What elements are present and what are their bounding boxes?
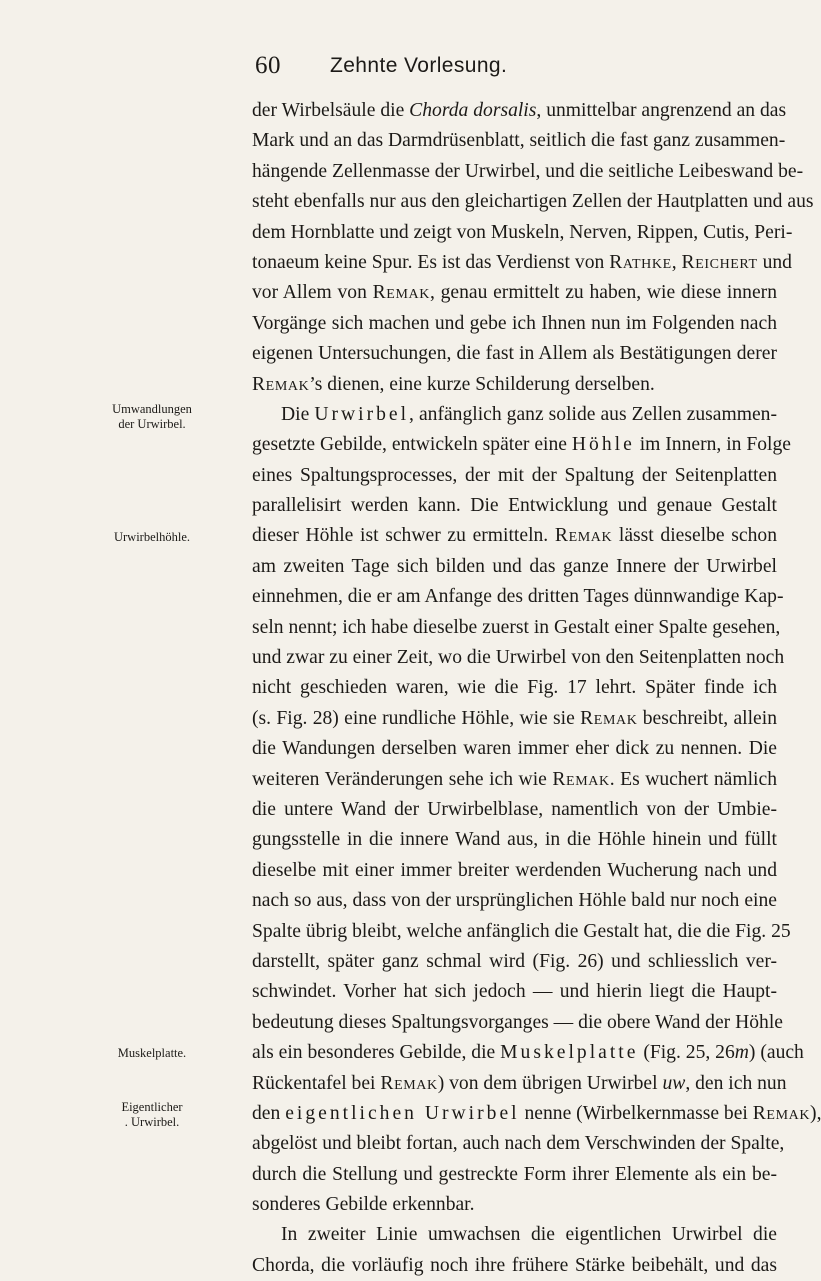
running-title: Zehnte Vorlesung. xyxy=(330,54,508,77)
text-line: dieselbe mit einer immer breiter werdenden Wucherung nach und xyxy=(252,859,777,881)
page-number: 60 xyxy=(255,52,281,79)
text-line: abgelöst und bleibt fortan, auch nach dem Verschwinden der Spalte, xyxy=(252,1133,785,1155)
text-line: schwindet. Vorher hat sich jedoch — und hierin liegt die Haupt- xyxy=(252,981,777,1003)
text-line: steht ebenfalls nur aus den gleichartigen Zellen der Hautplatten und aus xyxy=(252,191,814,213)
text-line: (s. Fig. 28) eine rundliche Höhle, wie sie Remak beschreibt, allein xyxy=(252,707,777,729)
text-line: vor Allem von Remak, genau ermittelt zu haben, wie diese innern xyxy=(252,282,777,304)
text-line: Spalte übrig bleibt, welche anfänglich die Gestalt hat, die die Fig. 25 xyxy=(252,920,791,942)
margin-note-line: der Urwirbel. xyxy=(118,417,186,431)
margin-note-line: Muskelplatte. xyxy=(117,1046,187,1060)
text-line: nicht geschieden waren, wie die Fig. 17 lehrt. Später finde ich xyxy=(252,677,777,699)
text-line: und zwar zu einer Zeit, wo die Urwirbel von den Seitenplatten noch xyxy=(252,647,785,669)
text-line: Mark und an das Darmdrüsenblatt, seitlich die fast ganz zusammen- xyxy=(252,130,786,152)
text-line: tonaeum keine Spur. Es ist das Verdienst von Rathke, Reichert und xyxy=(252,251,792,273)
text-line: nach so aus, dass von der ursprünglichen Höhle bald nur noch eine xyxy=(252,890,777,912)
text-line: parallelisirt werden kann. Die Entwicklung und genaue Gestalt xyxy=(252,495,777,517)
page-header xyxy=(0,46,800,86)
text-line: dieser Höhle ist schwer zu ermitteln. Remak lässt dieselbe schon xyxy=(252,525,777,547)
text-line: als ein besonderes Gebilde, die Muskelplatte (Fig. 25, 26m) (auch xyxy=(252,1042,804,1064)
text-line: gesetzte Gebilde, entwickeln später eine Höhle im Innern, in Folge xyxy=(252,434,791,456)
text-line: durch die Stellung und gestreckte Form ihrer Elemente als ein be- xyxy=(252,1163,777,1185)
margin-note-line: . Urwirbel. xyxy=(124,1115,180,1129)
text-line: eigenen Untersuchungen, die fast in Allem als Bestätigungen derer xyxy=(252,343,777,365)
text-line: die Wandungen derselben waren immer eher dick zu nennen. Die xyxy=(252,738,777,760)
text-line: Vorgänge sich machen und gebe ich Ihnen nun im Folgenden nach xyxy=(252,312,777,334)
text-line: Die Urwirbel, anfänglich ganz solide aus Zellen zusammen- xyxy=(281,403,777,425)
text-line: darstellt, später ganz schmal wird (Fig. 26) und schliesslich ver- xyxy=(252,950,777,972)
margin-note-urwirbelhoehle xyxy=(62,530,242,545)
text-line: der Wirbelsäule die Chorda dorsalis, unmittelbar angrenzend an das xyxy=(252,100,787,121)
margin-note-muskelplatte xyxy=(62,1046,242,1061)
body-text xyxy=(252,96,821,1281)
text-line: weiteren Veränderungen sehe ich wie Remak. Es wuchert nämlich xyxy=(252,768,777,790)
text-line: seln nennt; ich habe dieselbe zuerst in Gestalt einer Spalte gesehen, xyxy=(252,616,781,638)
text-line: Remak’s dienen, eine kurze Schilderung derselben. xyxy=(252,373,655,395)
margin-note-umwandlungen xyxy=(62,402,242,432)
text-line: gungsstelle in die innere Wand aus, in die Höhle hinein und füllt xyxy=(252,829,777,851)
text-line: In zweiter Linie umwachsen die eigentlichen Urwirbel die xyxy=(281,1224,777,1246)
text-line: dem Hornblatte und zeigt von Muskeln, Nerven, Rippen, Cutis, Peri- xyxy=(252,221,793,243)
text-line: die untere Wand der Urwirbelblase, namentlich von der Umbie- xyxy=(252,798,777,820)
text-line: einnehmen, die er am Anfange des dritten Tages dünnwandige Kap- xyxy=(252,586,784,608)
text-line: hängende Zellenmasse der Urwirbel, und die seitliche Leibeswand be- xyxy=(252,160,804,182)
text-line: am zweiten Tage sich bilden und das ganze Innere der Urwirbel xyxy=(252,555,777,577)
text-line: den eigentlichen Urwirbel nenne (Wirbelkernmasse bei Remak), xyxy=(252,1102,821,1124)
margin-note-line: Urwirbelhöhle. xyxy=(113,530,191,544)
text-line: eines Spaltungsprocesses, der mit der Spaltung der Seitenplatten xyxy=(252,464,777,486)
margin-note-eigentlicher-urwirbel xyxy=(62,1100,242,1130)
margin-note-line: Eigentlicher xyxy=(121,1100,183,1114)
text-line: Rückentafel bei Remak) von dem übrigen Urwirbel uw, den ich nun xyxy=(252,1072,787,1094)
margin-note-line: Umwandlungen xyxy=(112,402,192,416)
text-line: sonderes Gebilde erkennbar. xyxy=(252,1194,475,1216)
text-line: Chorda, die vorläufig noch ihre frühere Stärke beibehält, und das xyxy=(252,1254,777,1276)
text-line: bedeutung dieses Spaltungsvorganges — die obere Wand der Höhle xyxy=(252,1011,783,1033)
